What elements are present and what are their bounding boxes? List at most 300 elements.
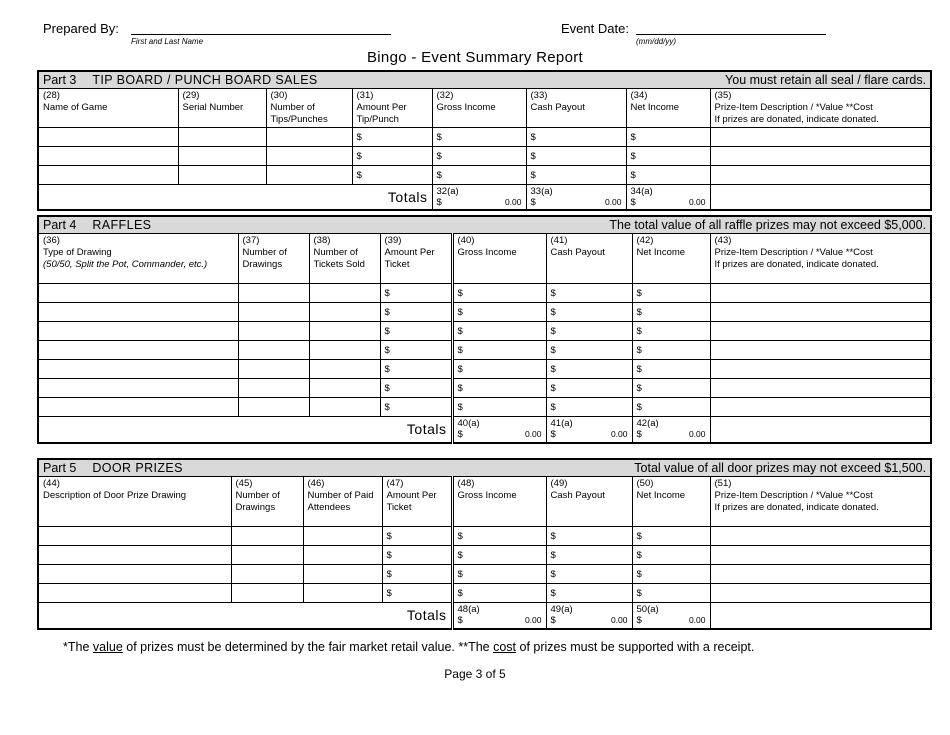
part4-name: RAFFLES: [92, 218, 152, 232]
col-number: (44): [43, 478, 60, 489]
dollar-sign: $: [636, 287, 642, 299]
part3-cell[interactable]: [266, 147, 352, 166]
part5-cell[interactable]: [710, 565, 931, 584]
part4-cell[interactable]: [380, 322, 452, 341]
total-amount: 0.00: [524, 429, 542, 439]
dollar-sign: $: [636, 568, 642, 580]
total-amount-row: [458, 615, 542, 626]
part3-cell[interactable]: [432, 166, 526, 185]
part3-total-2[interactable]: [526, 185, 626, 211]
total-code: 50(a): [636, 604, 659, 615]
part4-cell[interactable]: [632, 379, 710, 398]
part5-cell[interactable]: [710, 527, 931, 546]
table-row: [38, 527, 931, 546]
part5-col-header-5: [452, 477, 546, 527]
part4-col-header-4: [380, 234, 452, 284]
table-row: [38, 147, 931, 166]
part4-cell[interactable]: [380, 303, 452, 322]
part4-col-header-5: [452, 234, 546, 284]
part4-cell[interactable]: [710, 379, 931, 398]
part4-cell[interactable]: [710, 284, 931, 303]
part5-totals-prize-cell[interactable]: [710, 603, 931, 629]
part4-cell[interactable]: [380, 379, 452, 398]
dollar-sign: $: [384, 344, 390, 356]
dollar-sign: $: [550, 306, 556, 318]
dollar-sign: $: [550, 587, 556, 599]
total-amount: 0.00: [688, 429, 706, 439]
part5-cell[interactable]: [632, 527, 710, 546]
part3-cell[interactable]: [38, 166, 178, 185]
part5-cell[interactable]: [632, 565, 710, 584]
col-sublabel: If prizes are donated, indicate donated.: [714, 114, 879, 125]
part3-totals-prize-cell[interactable]: [710, 185, 931, 211]
total-amount: 0.00: [604, 197, 622, 207]
dollar-sign: $: [636, 401, 642, 413]
dollar-sign: $: [636, 382, 642, 394]
col-sublabel: If prizes are donated, indicate donated.: [714, 259, 879, 270]
part5-total-1[interactable]: [452, 603, 546, 629]
part4-note: The total value of all raffle prizes may not exceed $5,000.: [609, 218, 927, 232]
part4-cell[interactable]: [238, 322, 309, 341]
total-currency: $: [636, 615, 642, 626]
part5-cell[interactable]: [382, 584, 452, 603]
dollar-sign: $: [384, 287, 390, 299]
part5-totals-label: Totals: [38, 603, 452, 629]
part5-col-header-6: [546, 477, 632, 527]
table-row: [38, 166, 931, 185]
col-number: (34): [630, 90, 648, 101]
part5-cell[interactable]: [231, 565, 303, 584]
part4-cell[interactable]: [452, 379, 546, 398]
dollar-sign: $: [384, 363, 390, 375]
part4-cell[interactable]: [380, 284, 452, 303]
part5-total-3[interactable]: [632, 603, 710, 629]
part5-cell[interactable]: [632, 546, 710, 565]
part5-cell[interactable]: [303, 565, 382, 584]
part4-col-header-3: [309, 234, 380, 284]
part3-col-header-3: [266, 89, 352, 128]
total-amount: 0.00: [504, 197, 522, 207]
part4-cell[interactable]: [38, 398, 238, 417]
part5-total-2[interactable]: [546, 603, 632, 629]
footnote-cost-word: cost: [493, 640, 517, 654]
part4-cell[interactable]: [309, 303, 380, 322]
col-label: Number of Tips/Punches: [270, 102, 328, 125]
table-row: [38, 398, 931, 417]
dollar-sign: $: [636, 306, 642, 318]
part4-cell[interactable]: [38, 341, 238, 360]
part3-col-header-1: [38, 89, 178, 128]
col-number: (35): [714, 90, 732, 101]
part5-cell[interactable]: [38, 584, 231, 603]
table-row: [38, 565, 931, 584]
dollar-sign: $: [630, 150, 636, 162]
part3-col-header-8: [710, 89, 931, 128]
part4-cell[interactable]: [38, 360, 238, 379]
part4-col-header-1: [38, 234, 238, 284]
part4-cell[interactable]: [546, 360, 632, 379]
total-amount-row: [531, 197, 622, 208]
part4-cell[interactable]: [38, 322, 238, 341]
part3-col-header-5: [432, 89, 526, 128]
part5-cell[interactable]: [38, 527, 231, 546]
part3-cell[interactable]: [352, 147, 432, 166]
part3-totals-row: [38, 185, 931, 211]
part4-totals-row: [38, 417, 931, 443]
part3-cell[interactable]: [626, 147, 710, 166]
total-currency: $: [457, 615, 463, 626]
part4-cell[interactable]: [632, 303, 710, 322]
part5-col-header-2: [231, 477, 303, 527]
part3-cell[interactable]: [526, 166, 626, 185]
page-number: Page 3 of 5: [444, 667, 506, 681]
dollar-sign: $: [436, 150, 442, 162]
col-label: Serial Number: [182, 102, 244, 113]
part5-cell[interactable]: [452, 584, 546, 603]
part3-cell[interactable]: [710, 147, 931, 166]
part4-cell[interactable]: [238, 303, 309, 322]
table-row: [38, 360, 931, 379]
table-row: [38, 379, 931, 398]
part3-cell[interactable]: [178, 147, 266, 166]
part3-cell[interactable]: [266, 128, 352, 147]
part4-total-3[interactable]: [632, 417, 710, 443]
dollar-sign: $: [636, 363, 642, 375]
col-number: (28): [43, 90, 60, 101]
part4-cell[interactable]: [38, 284, 238, 303]
dollar-sign: $: [550, 382, 556, 394]
part4-cell[interactable]: [710, 360, 931, 379]
part4-cell[interactable]: [38, 303, 238, 322]
total-amount-row: [551, 615, 628, 626]
footnote-text: of prizes must be determined by the fair market retail value. **The: [122, 640, 494, 654]
part4-cell[interactable]: [546, 284, 632, 303]
dollar-sign: $: [386, 568, 392, 580]
part4-cell[interactable]: [380, 398, 452, 417]
part3-cell[interactable]: [526, 128, 626, 147]
dollar-sign: $: [550, 568, 556, 580]
col-number: (32): [436, 90, 454, 101]
part5-cell[interactable]: [452, 565, 546, 584]
part4-cell[interactable]: [632, 360, 710, 379]
part3-cell[interactable]: [432, 147, 526, 166]
part5-cell[interactable]: [303, 584, 382, 603]
total-code: 32(a): [436, 186, 459, 197]
dollar-sign: $: [530, 169, 536, 181]
total-amount-row: [637, 615, 706, 626]
part4-cell[interactable]: [38, 379, 238, 398]
col-number: (33): [530, 90, 548, 101]
dollar-sign: $: [384, 401, 390, 413]
table-row: [38, 322, 931, 341]
part5-cell[interactable]: [546, 584, 632, 603]
col-sublabel: (50/50, Split the Pot, Commander, etc.): [43, 259, 208, 270]
part5-cell[interactable]: [710, 584, 931, 603]
part4-cell[interactable]: [238, 341, 309, 360]
part4-cell[interactable]: [309, 322, 380, 341]
col-label: Number of Drawings: [242, 247, 287, 270]
col-number: (38): [313, 235, 331, 246]
dollar-sign: $: [457, 344, 463, 356]
part4-totals-prize-cell[interactable]: [710, 417, 931, 443]
col-number: (36): [43, 235, 60, 246]
total-amount: 0.00: [688, 615, 706, 625]
part3-totals-label: Totals: [38, 185, 432, 211]
part4-cell[interactable]: [632, 284, 710, 303]
part3-cell[interactable]: [178, 128, 266, 147]
col-label: Amount Per Tip/Punch: [356, 102, 407, 125]
part3-header-band: [38, 71, 931, 89]
total-amount-row: [458, 429, 542, 440]
part4-cell[interactable]: [632, 398, 710, 417]
part3-label: Part 3: [43, 73, 77, 87]
dollar-sign: $: [386, 530, 392, 542]
part4-cell[interactable]: [238, 284, 309, 303]
prepared-by-hint: First and Last Name: [131, 37, 204, 46]
part4-cell[interactable]: [309, 284, 380, 303]
part4-cell[interactable]: [309, 360, 380, 379]
table-row: [38, 341, 931, 360]
total-currency: $: [530, 197, 536, 208]
part5-cell[interactable]: [710, 546, 931, 565]
part4-cell[interactable]: [452, 341, 546, 360]
dollar-sign: $: [550, 325, 556, 337]
table-row: [38, 128, 931, 147]
part4-column-headers: [38, 234, 931, 284]
dollar-sign: $: [457, 382, 463, 394]
col-label: Net Income: [636, 247, 686, 258]
prepared-by-label: Prepared By:: [43, 21, 119, 36]
total-currency: $: [630, 197, 636, 208]
dollar-sign: $: [356, 150, 362, 162]
dollar-sign: $: [384, 306, 390, 318]
col-number: (31): [356, 90, 374, 101]
dollar-sign: $: [386, 549, 392, 561]
dollar-sign: $: [550, 530, 556, 542]
part3-cell[interactable]: [526, 147, 626, 166]
part5-table: [37, 458, 932, 630]
part5-col-header-7: [632, 477, 710, 527]
part4-cell[interactable]: [546, 322, 632, 341]
part5-header-band: [38, 459, 931, 477]
part3-column-headers: [38, 89, 931, 128]
dollar-sign: $: [636, 587, 642, 599]
part4-cell[interactable]: [710, 341, 931, 360]
dollar-sign: $: [356, 169, 362, 181]
part3-cell[interactable]: [432, 128, 526, 147]
part3-cell[interactable]: [626, 128, 710, 147]
dollar-sign: $: [384, 325, 390, 337]
col-label: Prize-Item Description / *Value **Cost: [714, 102, 873, 113]
col-label: Number of Paid Attendees: [307, 490, 374, 513]
part3-cell[interactable]: [352, 166, 432, 185]
col-label: Prize-Item Description / *Value **Cost: [714, 247, 873, 258]
col-number: (42): [636, 235, 654, 246]
part4-cell[interactable]: [380, 360, 452, 379]
part4-cell[interactable]: [309, 341, 380, 360]
part4-header-band: [38, 216, 931, 234]
part5-cell[interactable]: [382, 565, 452, 584]
part4-cell[interactable]: [546, 398, 632, 417]
part4-table: [37, 215, 932, 444]
part4-cell[interactable]: [710, 398, 931, 417]
dollar-sign: $: [457, 401, 463, 413]
table-row: [38, 584, 931, 603]
dollar-sign: $: [457, 325, 463, 337]
part5-cell[interactable]: [231, 546, 303, 565]
col-label: Amount Per Ticket: [384, 247, 435, 270]
dollar-sign: $: [356, 131, 362, 143]
col-label: Cash Payout: [550, 490, 605, 501]
total-amount-row: [551, 429, 628, 440]
part3-cell[interactable]: [178, 166, 266, 185]
part3-cell[interactable]: [710, 128, 931, 147]
part5-note: Total value of all door prizes may not exceed $1,500.: [634, 461, 927, 475]
total-amount-row: [437, 197, 522, 208]
part4-cell[interactable]: [452, 398, 546, 417]
part5-cell[interactable]: [632, 584, 710, 603]
dollar-sign: $: [457, 568, 463, 580]
part4-cell[interactable]: [452, 303, 546, 322]
dollar-sign: $: [436, 169, 442, 181]
total-code: 48(a): [457, 604, 480, 615]
total-code: 33(a): [530, 186, 553, 197]
part5-cell[interactable]: [38, 565, 231, 584]
part5-cell[interactable]: [452, 527, 546, 546]
dollar-sign: $: [457, 287, 463, 299]
part5-cell[interactable]: [382, 546, 452, 565]
col-label: Type of Drawing: [43, 247, 112, 258]
part4-cell[interactable]: [452, 284, 546, 303]
dollar-sign: $: [630, 169, 636, 181]
part4-totals-label: Totals: [38, 417, 452, 443]
dollar-sign: $: [436, 131, 442, 143]
total-currency: $: [550, 429, 556, 440]
col-label: Gross Income: [457, 247, 517, 258]
part5-cell[interactable]: [38, 546, 231, 565]
dollar-sign: $: [550, 363, 556, 375]
col-sublabel: If prizes are donated, indicate donated.: [714, 502, 879, 513]
total-code: 42(a): [636, 418, 659, 429]
part5-cell[interactable]: [303, 527, 382, 546]
part3-name: TIP BOARD / PUNCH BOARD SALES: [92, 73, 318, 87]
part5-cell[interactable]: [452, 546, 546, 565]
dollar-sign: $: [630, 131, 636, 143]
dollar-sign: $: [457, 363, 463, 375]
col-number: (50): [636, 478, 654, 489]
total-currency: $: [636, 429, 642, 440]
part5-col-header-1: [38, 477, 231, 527]
part4-cell[interactable]: [710, 303, 931, 322]
part5-label: Part 5: [43, 461, 77, 475]
part3-cell[interactable]: [352, 128, 432, 147]
total-code: 40(a): [457, 418, 480, 429]
part3-cell[interactable]: [266, 166, 352, 185]
part3-total-3[interactable]: [626, 185, 710, 211]
total-currency: $: [436, 197, 442, 208]
col-label: Description of Door Prize Drawing: [43, 490, 187, 501]
dollar-sign: $: [457, 530, 463, 542]
dollar-sign: $: [384, 382, 390, 394]
part5-cell[interactable]: [382, 527, 452, 546]
total-amount: 0.00: [688, 197, 706, 207]
dollar-sign: $: [550, 549, 556, 561]
part4-cell[interactable]: [309, 398, 380, 417]
part3-note: You must retain all seal / flare cards.: [725, 73, 927, 87]
dollar-sign: $: [386, 587, 392, 599]
col-label: Amount Per Ticket: [386, 490, 437, 513]
part5-cell[interactable]: [546, 546, 632, 565]
col-number: (37): [242, 235, 260, 246]
total-currency: $: [550, 615, 556, 626]
part5-cell[interactable]: [546, 527, 632, 546]
dollar-sign: $: [457, 549, 463, 561]
part3-cell[interactable]: [626, 166, 710, 185]
col-number: (45): [235, 478, 253, 489]
part4-cell[interactable]: [238, 360, 309, 379]
dollar-sign: $: [636, 530, 642, 542]
part3-total-1[interactable]: [432, 185, 526, 211]
part4-cell[interactable]: [452, 360, 546, 379]
part4-cell[interactable]: [632, 322, 710, 341]
part3-cell[interactable]: [38, 147, 178, 166]
part4-cell[interactable]: [238, 379, 309, 398]
part4-col-header-6: [546, 234, 632, 284]
footnote-text: of prizes must be supported with a receipt.: [516, 640, 755, 654]
table-row: [38, 546, 931, 565]
event-date-label: Event Date:: [561, 21, 629, 36]
part4-cell[interactable]: [380, 341, 452, 360]
event-date-hint: (mm/dd/yy): [636, 37, 676, 46]
footnote-text: *The: [63, 640, 93, 654]
part4-cell[interactable]: [546, 379, 632, 398]
part4-cell[interactable]: [238, 398, 309, 417]
part5-cell[interactable]: [231, 584, 303, 603]
part5-cell[interactable]: [303, 546, 382, 565]
part4-label: Part 4: [43, 218, 77, 232]
col-number: (39): [384, 235, 402, 246]
part4-cell[interactable]: [710, 322, 931, 341]
col-number: (47): [386, 478, 404, 489]
prepared-by-field[interactable]: [131, 34, 391, 35]
part5-cell[interactable]: [546, 565, 632, 584]
col-number: (51): [714, 478, 732, 489]
part4-total-1[interactable]: [452, 417, 546, 443]
part3-cell[interactable]: [710, 166, 931, 185]
part4-cell[interactable]: [309, 379, 380, 398]
event-date-field[interactable]: [636, 34, 826, 35]
part3-cell[interactable]: [38, 128, 178, 147]
col-number: (48): [457, 478, 475, 489]
part4-total-2[interactable]: [546, 417, 632, 443]
col-number: (49): [550, 478, 568, 489]
part3-col-header-2: [178, 89, 266, 128]
part4-cell[interactable]: [452, 322, 546, 341]
part4-cell[interactable]: [546, 341, 632, 360]
part3-col-header-7: [626, 89, 710, 128]
part4-cell[interactable]: [632, 341, 710, 360]
part5-cell[interactable]: [231, 527, 303, 546]
col-number: (46): [307, 478, 325, 489]
total-code: 34(a): [630, 186, 653, 197]
col-number: (29): [182, 90, 200, 101]
dollar-sign: $: [457, 306, 463, 318]
part3-table: [37, 70, 932, 211]
part4-cell[interactable]: [546, 303, 632, 322]
total-amount: 0.00: [524, 615, 542, 625]
footnote: [63, 640, 754, 654]
col-label: Number of Tickets Sold: [313, 247, 365, 270]
